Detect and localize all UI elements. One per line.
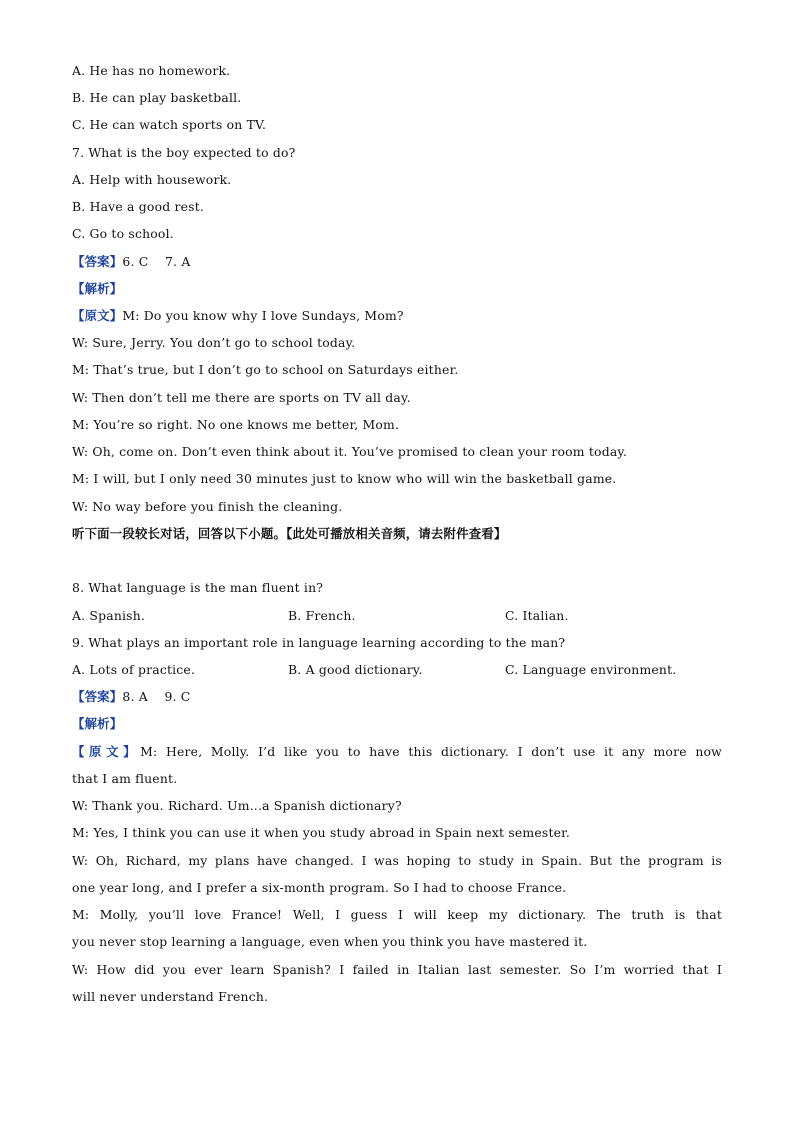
transcript-tag: 【原文】 bbox=[72, 308, 123, 323]
analysis-line-2 bbox=[72, 716, 122, 732]
q9-option-b: B. A good dictionary. bbox=[288, 662, 423, 677]
q8-option-b: B. French. bbox=[288, 608, 356, 623]
q7-option-a: A. Help with housework. bbox=[72, 172, 232, 187]
answer-tag: 【答案】 bbox=[72, 689, 123, 704]
transcript-line: M: I will, but I only need 30 minutes just to know who will win the basketball game. bbox=[72, 471, 617, 486]
transcript-line: W: No way before you finish the cleaning. bbox=[72, 499, 343, 514]
q9-option-c: C. Language environment. bbox=[505, 662, 677, 677]
transcript-text: M: Here, Molly. I’d like you to have this dictionary. I don’t use it any more now bbox=[140, 744, 722, 759]
transcript-line: M: Yes, I think you can use it when you study abroad in Spain next semester. bbox=[72, 825, 571, 840]
transcript-line: one year long, and I prefer a six-month program. So I had to choose France. bbox=[72, 880, 567, 895]
transcript-line: W: Oh, Richard, my plans have changed. I was hoping to study in Spain. But the program is bbox=[72, 853, 722, 868]
transcript-line: will never understand French. bbox=[72, 989, 269, 1004]
q6-option-c: C. He can watch sports on TV. bbox=[72, 117, 267, 132]
q6-option-b: B. He can play basketball. bbox=[72, 90, 242, 105]
transcript-line: W: Oh, come on. Don’t even think about it. You’ve promised to clean your room today. bbox=[72, 444, 628, 459]
answer-text: 6. C 7. A bbox=[122, 254, 191, 269]
transcript-line: W: Thank you. Richard. Um...a Spanish dictionary? bbox=[72, 798, 402, 813]
q7-option-c: C. Go to school. bbox=[72, 226, 174, 241]
transcript-line: that I am fluent. bbox=[72, 771, 178, 786]
answer-tag: 【答案】 bbox=[72, 254, 123, 269]
transcript-text: M: Do you know why I love Sundays, Mom? bbox=[122, 308, 404, 323]
q9-question: 9. What plays an important role in language learning according to the man? bbox=[72, 635, 566, 650]
transcript-line: W: Then don’t tell me there are sports on TV all day. bbox=[72, 390, 411, 405]
transcript-tag: 【原文】 bbox=[72, 744, 141, 759]
q7-option-b: B. Have a good rest. bbox=[72, 199, 205, 214]
transcript-line bbox=[72, 308, 404, 324]
transcript-line bbox=[72, 744, 722, 760]
answer-line-2 bbox=[72, 689, 190, 705]
transcript-line: M: Molly, you’ll love France! Well, I guess I will keep my dictionary. The truth is that bbox=[72, 907, 722, 922]
analysis-tag: 【解析】 bbox=[72, 716, 123, 731]
analysis-line-1 bbox=[72, 281, 122, 297]
q7-question: 7. What is the boy expected to do? bbox=[72, 145, 296, 160]
q9-option-a: A. Lots of practice. bbox=[72, 662, 196, 677]
transcript-line: W: Sure, Jerry. You don’t go to school today. bbox=[72, 335, 356, 350]
q8-option-c: C. Italian. bbox=[505, 608, 569, 623]
q6-option-a: A. He has no homework. bbox=[72, 63, 231, 78]
listening-instruction: 听下面一段较长对话，回答以下小题。【此处可播放相关音频，请去附件查看】 bbox=[72, 526, 507, 541]
transcript-line: you never stop learning a language, even when you think you have mastered it. bbox=[72, 934, 588, 949]
answer-line-1 bbox=[72, 254, 190, 270]
transcript-line: M: You’re so right. No one knows me better, Mom. bbox=[72, 417, 400, 432]
answer-text: 8. A 9. C bbox=[122, 689, 191, 704]
q8-option-a: A. Spanish. bbox=[72, 608, 146, 623]
transcript-line: M: That’s true, but I don’t go to school on Saturdays either. bbox=[72, 362, 459, 377]
transcript-line: W: How did you ever learn Spanish? I failed in Italian last semester. So I’m worried that I bbox=[72, 962, 722, 977]
q8-question: 8. What language is the man fluent in? bbox=[72, 580, 324, 595]
analysis-tag: 【解析】 bbox=[72, 281, 123, 296]
